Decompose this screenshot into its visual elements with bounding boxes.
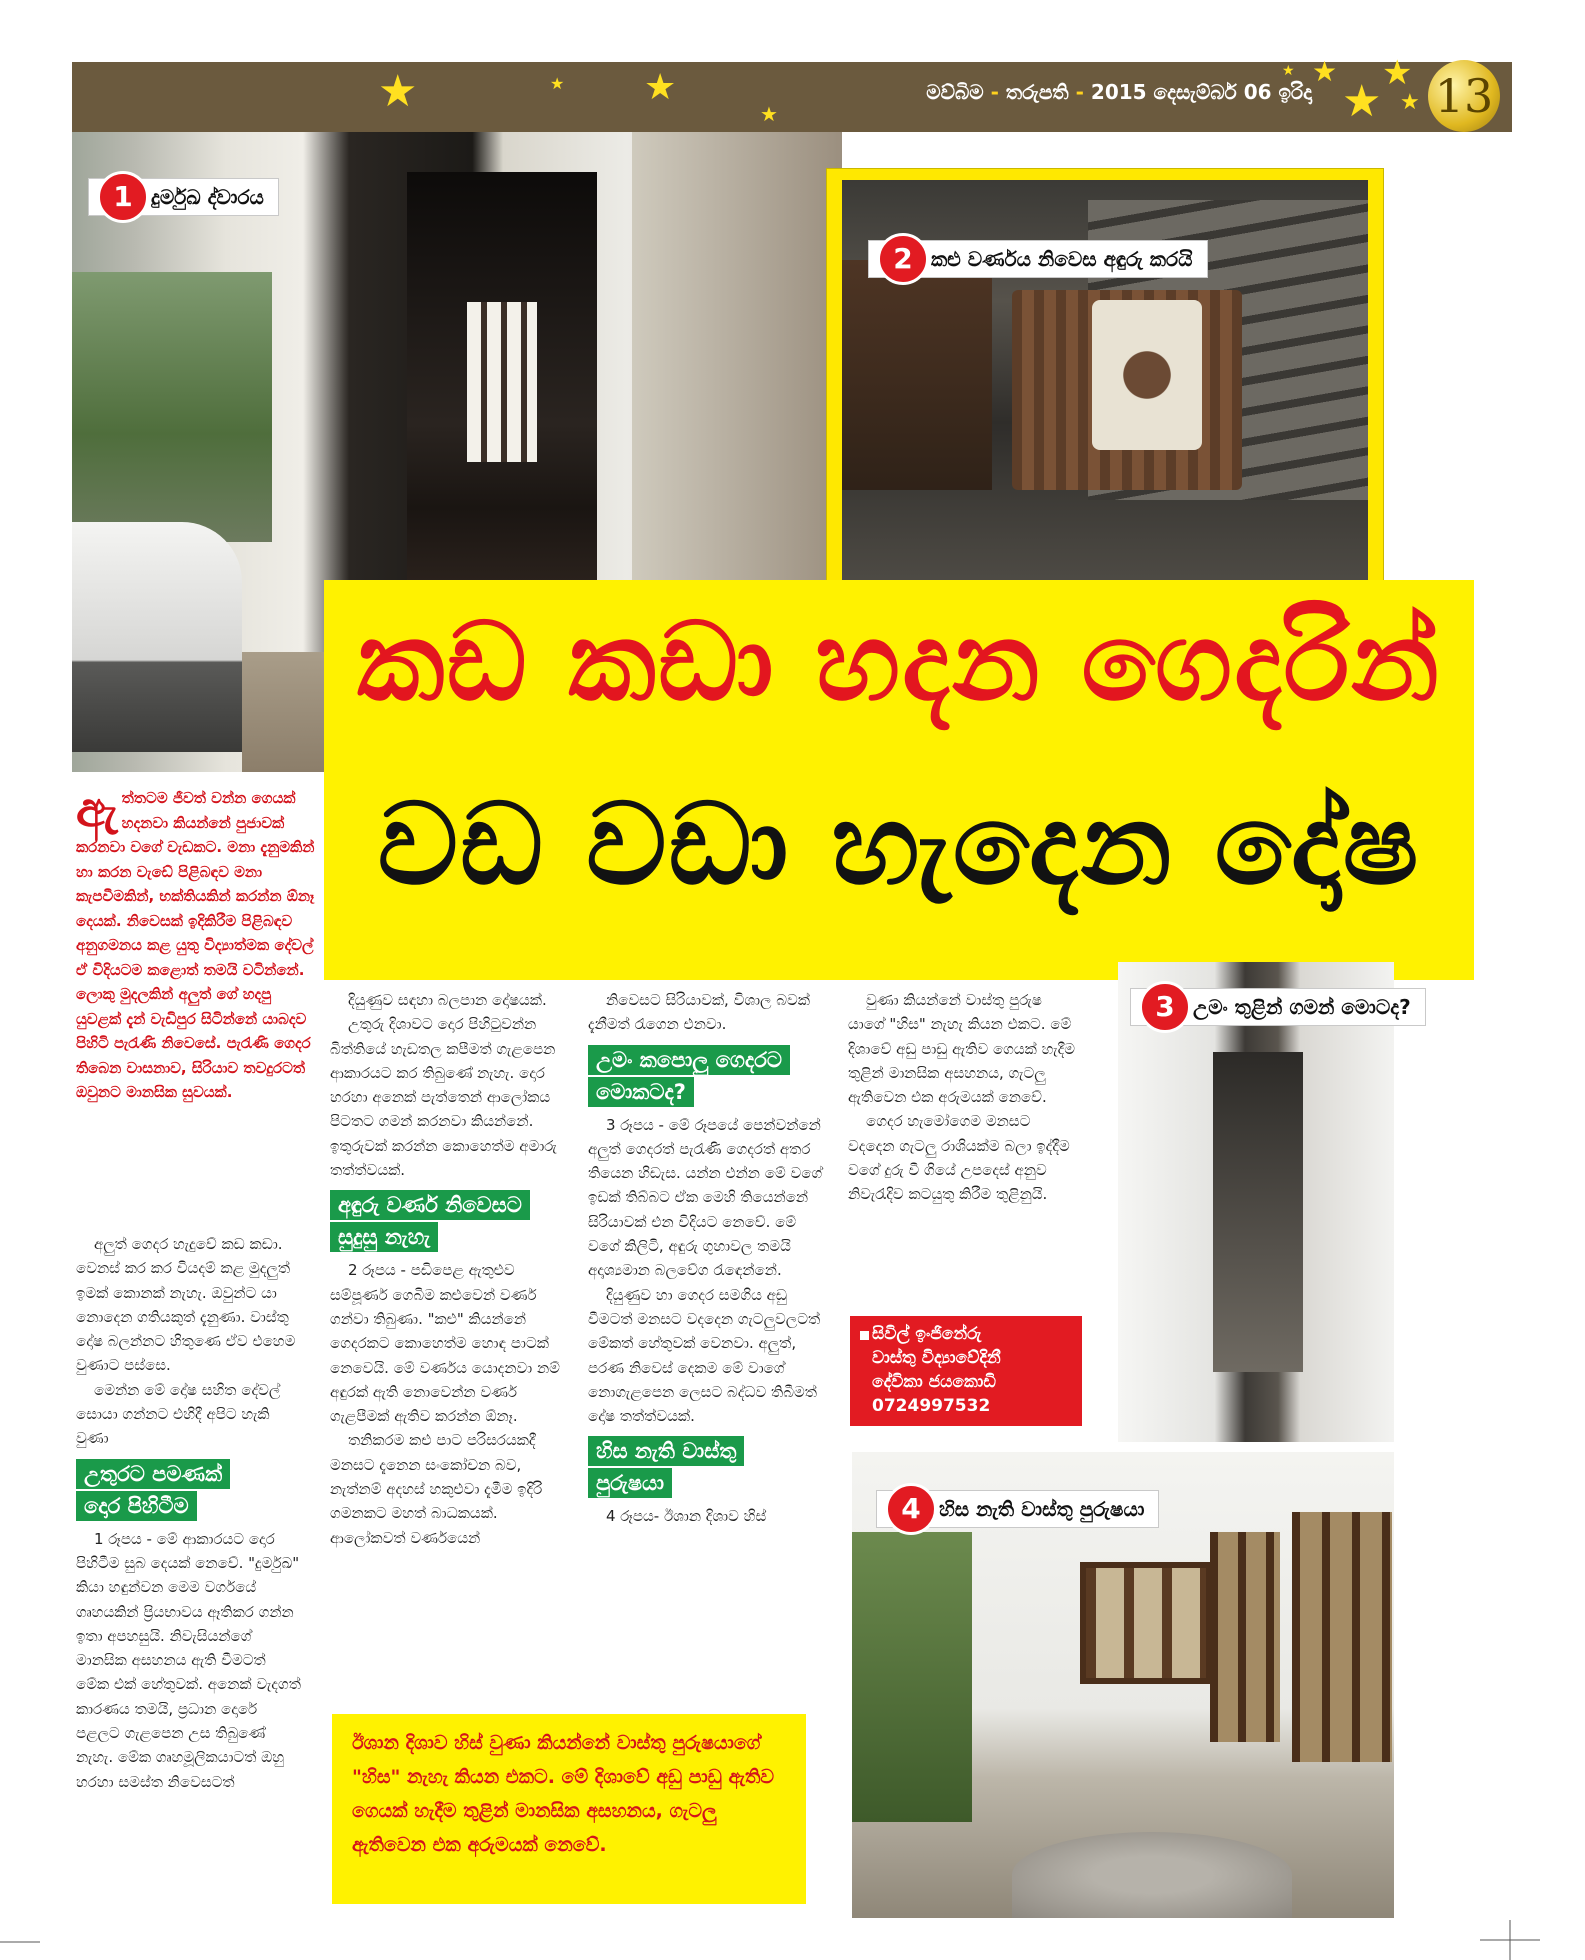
photo-gravel: [1012, 1832, 1292, 1918]
article-column-3: [588, 988, 826, 1529]
body-paragraph: නිවෙසට සිරියාවක්, විශාල බවක් දැනීමත් රැගෙන එනවා.: [588, 991, 810, 1034]
article-column-4: [848, 988, 1078, 1207]
header-meta: [926, 80, 1312, 104]
body-paragraph: මෙන්න මේ දෝෂ සහිත දේවල් සොයා ගන්නට එහිදී අපිට හැකි වුණා: [76, 1380, 281, 1448]
photo-window: [1080, 1562, 1212, 1684]
body-paragraph: අලුත් ගෙදර හැදුවේ කඩ කඩා. වෙනස් කර කර වියදම් කළ මුදලුත් ඉමක් කොනක් නැහැ. ඔවුන්ට යා නොදෙන ගතියකුත් දැනුණා. වාස්තු දෝෂ බලන්නට හිතුණෙ ඒව එහෙම වුණාට පස්සෙ.: [76, 1235, 296, 1375]
star-icon: ★: [1282, 63, 1295, 79]
photo-cushion: [1092, 300, 1202, 450]
body-paragraph: දියුණුව හා ගෙදර සමගිය අඩු වීමටත් මනසට වදදෙන ගැටලුවලටත් මේකත් හේතුවක් වෙනවා. අලුත්, පරණ නිවෙස් දෙකම මේ වාගේ නොගැළපෙන ලෙසට බද්ධව තිබීමත් දෝෂ තත්ත්වයක්.: [588, 1285, 821, 1426]
subheading: උතුරට පමණක්: [76, 1459, 230, 1489]
body-paragraph: දියුණුව සඳහා බලපාන දෝෂයක්.: [348, 991, 547, 1009]
photo-window: [1292, 1512, 1392, 1762]
photo-caption-2: [868, 240, 1208, 278]
caption-text: දුර්මුඛ ද්වාරය: [151, 185, 264, 209]
subheading: අඳුරු වර්ණ නිවෙසට: [330, 1190, 530, 1220]
page-number: 13: [1428, 60, 1500, 132]
caption-text: කළු වර්ණය නිවෙස අඳුරු කරයි: [931, 247, 1193, 271]
photo-caption-1: [88, 178, 279, 216]
body-paragraph: 3 රූපය - මේ රූපයේ පෙන්වන්නේ අලුත් ගෙදරත් පැරැණි ගෙදරත් අතර තියෙන හිඩැස. යන්න එන්න මේ වගේ ඉඩක් තිබ්බට ඒක මෙහි තියෙන්නේ සිරියාවක් එන විදියට නෙවේ. මේ වගේ කිලිටි, අඳුරු ගුහාවල තමයි අදෘශ්‍යමාන බලවේග රැඳෙන්නේ.: [588, 1115, 823, 1280]
photo-window: [1210, 1532, 1280, 1742]
author-phone: 0724997532: [872, 1396, 991, 1416]
star-icon: ★: [378, 66, 418, 117]
intro-text: ත්තටම ජීවත් වන්න ගෙයක් හදනවා කියන්නේ පුජාවක් කරනවා වගේ වැඩකට. මනා දැනුමකින් හා කරන වැඩේ පිළිබඳව මනා කැපවීමකින්, භක්තියකින් කරන්න ඕනෑ දෙයක්. නිවෙසක් ඉදිකිරීම පිළිබඳව අනුගමනය කළ යුතු විද්‍යාත්මක දේවල් ඒ විදියටම කළොත් තමයි වටින්නේ. ලොකු මුදලකින් අලුත් ගේ හදපු යුවළක් දැන් වැඩිපුර සිටින්නේ යාබදව පිහිටි පැරැණි නිවෙසේ. පැරැණි ගෙදර තිබෙන වාසනාව, සිරියාව තවදුරටත් ඔවුනට මානසික සුවයක්.: [76, 789, 315, 1101]
subheading: දොර පිහිටීම: [76, 1491, 197, 1521]
photo-plants: [852, 1532, 972, 1822]
star-icon: ★: [550, 74, 565, 93]
masthead-name: මව්බිම: [926, 80, 984, 104]
photo-narrow-passage: [1118, 962, 1394, 1442]
page-header: [72, 53, 1512, 132]
supplement-name: තරුපති: [1005, 80, 1069, 104]
photo-caption-4: [876, 1490, 1159, 1528]
star-icon: ★: [644, 67, 677, 108]
crosshair-icon: [0, 1924, 40, 1960]
author-name: දේවිකා ජයකොඩි: [872, 1372, 996, 1392]
headline-box: [324, 580, 1474, 980]
number-badge: 3: [1139, 981, 1191, 1033]
subheading: උමං කපොලු ගෙදරට: [588, 1045, 790, 1075]
number-badge: 2: [877, 233, 929, 285]
star-icon: ★: [1342, 76, 1382, 127]
body-paragraph: වුණා කියන්නේ වාස්තු පුරුෂ යාගේ "හිස" නැහැ කියන එකට. මේ දිශාවේ අඩු පාඩු ඇතිව ගෙයක් හැදීම තුළින් මානසික අසහනය, ගැටලු ඇතිවෙන එක අරුමයක් නෙවේ.: [848, 991, 1076, 1107]
subheading: සුදුසු නැහැ: [330, 1222, 438, 1252]
star-icon: ★: [1400, 90, 1420, 115]
intro-paragraph: [76, 782, 320, 1105]
photo-cabinet: [842, 260, 992, 490]
caption-text: උමං තුළින් ගමන් මොටද?: [1193, 995, 1411, 1019]
pull-quote: ඊශාන දිශාව හිස් වුණා කියන්නේ වාස්තු පුරුෂයාගේ "හිස" නැහැ කියන එකට. මේ දිශාවේ අඩු පාඩු ඇතිව ගෙයක් හැදීම තුළින් මානසික අසහනය, ගැටලු ඇතිවෙන එක අරුමයක් නෙවේ.: [332, 1714, 806, 1904]
header-separator: -: [990, 80, 999, 104]
article-column-2: [330, 988, 560, 1550]
subheading: පුරුෂයා: [588, 1468, 672, 1498]
body-paragraph: 4 රූපය- ඊශාන දිශාව හිස්: [606, 1507, 767, 1526]
body-paragraph: ගෙදර හැමෝගෙම මනසට වදදෙන ගැටලු රාශියක්ම බලා ඉද්දීම වගේ දුරු වී ගියේ උපදෙස් අනුව නිවැරැදිව කටයුතු කිරීම තුළිනුයි.: [848, 1112, 1070, 1204]
crosshair-icon: [1480, 1920, 1540, 1960]
star-icon: ★: [1312, 55, 1338, 88]
photo-corridor: [1213, 1052, 1303, 1372]
author-title: සිවිල් ඉංජිනේරු: [872, 1324, 982, 1344]
headline-line-1: කඩ කඩා හදන ගෙදරින්: [356, 600, 1442, 725]
number-badge: 1: [97, 171, 149, 223]
number-badge: 4: [885, 1483, 937, 1535]
headline-line-2: වඩ වඩා හැදෙන දෝෂ: [377, 780, 1421, 910]
photo-caption-3: [1130, 988, 1426, 1026]
header-separator: -: [1075, 80, 1084, 104]
subheading: මොකටද?: [588, 1077, 694, 1107]
star-icon: ★: [1382, 53, 1413, 93]
article-column-1: [76, 1232, 302, 1794]
photo-car: [72, 522, 242, 752]
bullet-square-icon: [860, 1331, 869, 1340]
subheading: හිස නැති වාස්තු: [588, 1436, 744, 1466]
body-paragraph: 1 රූපය - මේ ආකාරයට දොර පිහිටීම සුබ දෙයක් නෙවේ. "දුර්මුඛ" කියා හඳුන්වන මෙම වර්ගයේ ගෘහයකින් ප්‍රියභාවය ඈතිකර ගන්න ඉතා අපහසුයි. නිවැසියන්ගේ මානසික අසහනය ඇති වීමටත් මේක එක් හේතුවක්. අනෙක් වැදගත් කාරණය තමයි, ප්‍රධාන දොරේ පළලට ගැළපෙන උස තිබුණේ නැහැ. මේක ගෘහමූලිකයාටත් ඔහු හරහා සමස්ත නිවෙසටත්: [76, 1529, 301, 1791]
star-icon: ★: [760, 102, 778, 126]
author-qualification: වාස්තු විද්‍යාවේදිනී: [872, 1348, 1001, 1368]
issue-date: 2015 දෙසැම්බර් 06 ඉරිදා: [1090, 80, 1312, 104]
author-credit-box: [850, 1316, 1082, 1426]
drop-cap: ඇ: [76, 782, 118, 838]
caption-text: හිස නැති වාස්තු පුරුෂයා: [939, 1497, 1145, 1521]
body-paragraph: තනිකරම කළු පාට පරිසරයකදී මනසට දැනෙන සංකෝචන බව, නැත්නම් අදහස් හකුළුවා දැමීම ඉදිරි ගමනකට මහත් බාධකයක්. ආලෝකවත් වර්ණයෙන්: [330, 1431, 543, 1547]
body-paragraph: 2 රූපය - පඩිපෙළ ඇතුළුව සම්පූර්ණ ගෙබිම කළුවෙන් වර්ණ ගන්වා තිබුණා. "කළු" කියන්නේ ගෙදරකට කොහෙත්ම හොඳ පාටක් නෙවෙයි. මේ වර්ණය යොදනවා නම් අඳුරක් ඇති නොවෙන්න වර්ණ ගැළපීමක් ඇතිව කරන්න ඕනෑ.: [330, 1261, 560, 1426]
photo-trees: [72, 272, 272, 542]
body-paragraph: උතුරු දිශාවට දොර පිහිටුවන්න බිත්තියේ හැඩතල කපීමත් ගැළපෙන ආකාරයට කර තිබුණේ නැහැ. දොර හරහා අනෙක් පැත්තෙන් ආලෝකය පිටතට ගමන් කරනවා කියන්නේ. ඉතුරුවක් කරන්න කොහෙත්ම අමාරු තත්ත්වයක්.: [330, 1015, 557, 1180]
